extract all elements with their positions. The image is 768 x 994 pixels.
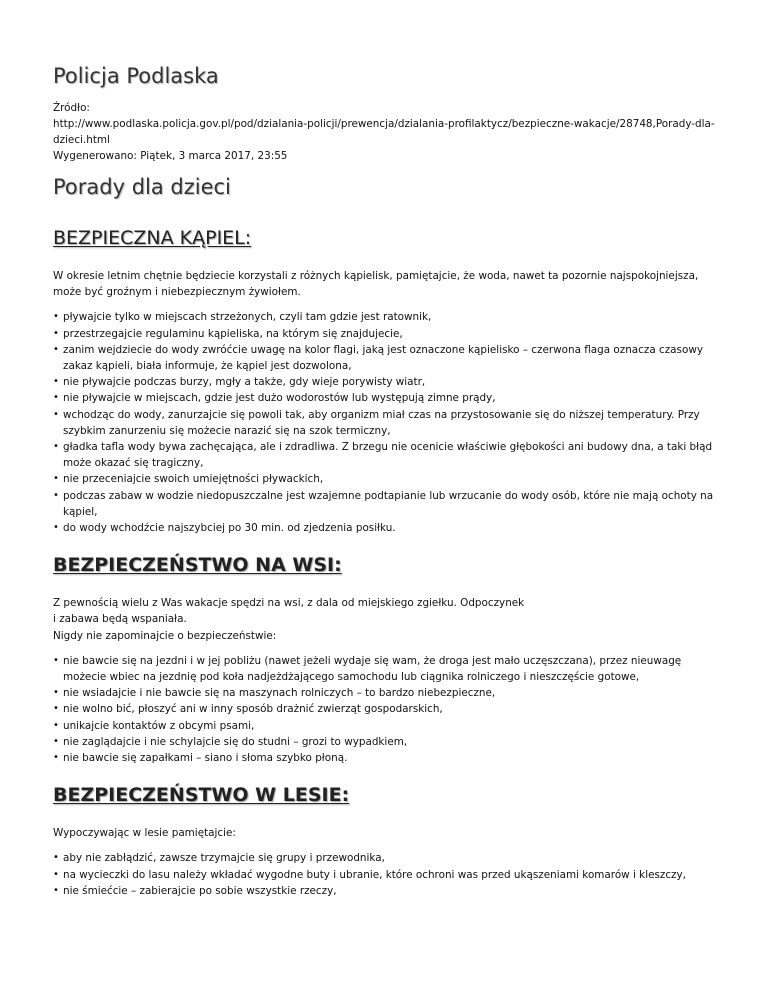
section-intro-wies [53,595,716,644]
list-item: • nie bawcie się na jezdni i w jej pobliżu (nawet jeżeli wydaje się wam, że droga jest mało uczęszczana), przez nieuwagę możecie wbiec na jezdnię pod koła nadjeżdżającego samochodu lub ciągnika rolniczego i nieszczęście gotowe, [63,653,716,685]
list-item: • nie pływajcie w miejscach, gdzie jest dużo wodorostów lub występują zimne prądy, [63,390,716,406]
list-item: • zanim wejdziecie do wody zwróćcie uwagę na kolor flagi, jaką jest oznaczone kąpielisko – czerwona flaga oznacza czasowy zakaz kąpieli, biała informuje, że kąpiel jest dozwolona, [63,342,716,374]
list-item: • pływajcie tylko w miejscach strzeżonych, czyli tam gdzie jest ratownik, [63,309,716,325]
list-item: • unikajcie kontaktów z obcymi psami, [63,718,716,734]
list-item: • nie wsiadajcie i nie bawcie się na maszynach rolniczych – to bardzo niebezpieczne, [63,685,716,701]
section-heading-kapiel: BEZPIECZNA KĄPIEL: [53,227,252,249]
list-item: • nie bawcie się zapałkami – siano i słoma szybko płoną. [63,750,716,766]
list-item: • nie pływajcie podczas burzy, mgły a także, gdy wieje porywisty wiatr, [63,374,716,390]
list-item: • nie śmiećcie – zabierajcie po sobie wszystkie rzeczy, [63,883,716,899]
list-item: • nie zaglądajcie i nie schylajcie się do studni – grozi to wypadkiem, [63,734,716,750]
list-wies [53,653,716,766]
intro-line: Nigdy nie zapominajcie o bezpieczeństwie: [53,629,277,642]
intro-line: i zabawa będą wspaniała. [53,613,187,626]
source-label: Źródło: [53,102,90,114]
list-item: • na wycieczki do lasu należy wkładać wygodne buty i ubranie, które ochroni was przed ukąszeniami komarów i kleszczy, [63,867,716,883]
intro-line: Z pewnością wielu z Was wakacje spędzi na wsi, z dala od miejskiego zgiełku. Odpoczynek [53,597,525,610]
list-item: • nie przeceniajcie swoich umiejętności pływackich, [63,471,716,487]
section-heading-wies: BEZPIECZEŃSTWO NA WSI: [53,554,342,577]
section-intro-kapiel: W okresie letnim chętnie będziecie korzystali z różnych kąpielisk, pamiętajcie, że woda, nawet ta pozornie najspokojniejsza, może być groźnym i niebezpiecznym żywiołem. [53,270,699,299]
page-title: Porady dla dzieci [53,175,231,199]
site-title: Policja Podlaska [53,64,219,88]
list-item: • aby nie zabłądzić, zawsze trzymajcie się grupy i przewodnika, [63,850,716,866]
section-intro-las: Wypoczywając w lesie pamiętajcie: [53,827,236,840]
list-las [53,850,716,899]
list-item: • przestrzegajcie regulaminu kąpieliska, na którym się znajdujecie, [63,326,716,342]
list-item: • gładka tafla wody bywa zachęcająca, ale i zdradliwa. Z brzegu nie ocenicie właściwie głębokości ani budowy dna, a taki błąd może okazać się tragiczny, [63,439,716,471]
list-item: • do wody wchodźcie najszybciej po 30 min. od zjedzenia posiłku. [63,520,716,536]
list-kapiel [53,309,716,536]
document-meta [53,100,716,164]
list-item: • wchodząc do wody, zanurzajcie się powoli tak, aby organizm miał czas na przystosowanie się do niższej temperatury. Przy szybkim zanurzeniu się możecie narazić się na szok termiczny, [63,407,716,439]
list-item: • podczas zabaw w wodzie niedopuszczalne jest wzajemne podtapianie lub wrzucanie do wody osób, które nie mają ochoty na kąpiel, [63,488,716,520]
section-heading-las: BEZPIECZEŃSTWO W LESIE: [53,784,350,807]
source-url: http://www.podlaska.policja.gov.pl/pod/dzialania-policji/prewencja/dzialania-profilaktycz/bezpieczne-wakacje/28748,Porady-dla-dzieci.html [53,118,715,146]
generated-date: Wygenerowano: Piątek, 3 marca 2017, 23:55 [53,150,288,162]
list-item: • nie wolno bić, płoszyć ani w inny sposób drażnić zwierząt gospodarskich, [63,701,716,717]
